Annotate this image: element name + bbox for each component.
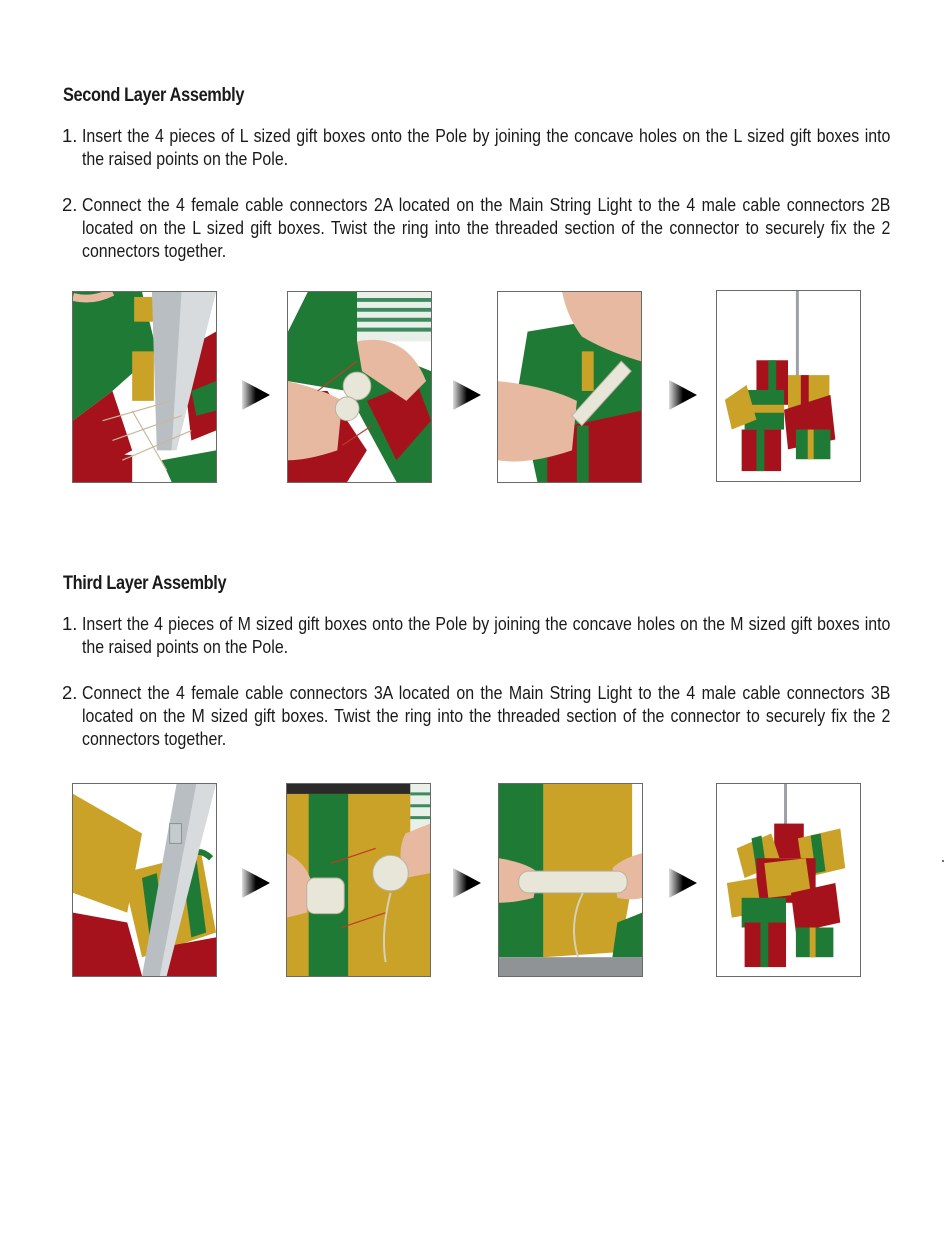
step-text: Insert the 4 pieces of M sized gift boxes onto the Pole by joining the concave holes on the M sized gift boxes into the raised points on the Pole. <box>82 613 891 657</box>
pole-insertion-photo <box>72 783 217 977</box>
instruction-step <box>62 193 891 262</box>
step-text: Connect the 4 female cable connectors 3A located on the Main String Light to the 4 male cable connectors 3B located on the M sized gift boxes. Twist the ring into the threaded section of the connector to securely fix the 2 connectors together. <box>82 682 891 749</box>
next-step-arrow-icon <box>240 380 270 410</box>
next-step-arrow-icon <box>667 380 697 410</box>
step-number: 1. <box>62 613 78 634</box>
next-step-arrow-icon <box>240 868 270 898</box>
step-number: 2. <box>62 194 78 215</box>
instruction-step <box>62 681 891 750</box>
next-step-arrow-icon <box>451 868 481 898</box>
connector-alignment-photo <box>286 783 431 977</box>
stray-mark <box>942 860 944 862</box>
instruction-step <box>62 612 891 658</box>
step-text: Insert the 4 pieces of L sized gift boxes onto the Pole by joining the concave holes on the L sized gift boxes into the raised points on the Pole. <box>82 125 891 169</box>
step-number: 1. <box>62 125 78 146</box>
pole-insertion-photo <box>72 291 217 483</box>
assembled-layer-photo <box>716 783 861 977</box>
instruction-step <box>62 124 891 170</box>
connector-twist-photo <box>498 783 643 977</box>
assembled-layer-photo <box>716 290 861 482</box>
next-step-arrow-icon <box>451 380 481 410</box>
step-number: 2. <box>62 682 78 703</box>
connector-alignment-photo <box>287 291 432 483</box>
section-heading-third-layer: Third Layer Assembly <box>63 573 227 594</box>
connector-twist-photo <box>497 291 642 483</box>
section-heading-second-layer: Second Layer Assembly <box>63 85 245 106</box>
next-step-arrow-icon <box>667 868 697 898</box>
step-text: Connect the 4 female cable connectors 2A located on the Main String Light to the 4 male cable connectors 2B located on the L sized gift boxes. Twist the ring into the threaded section of the connector to securely fix the 2 connectors together. <box>82 194 891 261</box>
